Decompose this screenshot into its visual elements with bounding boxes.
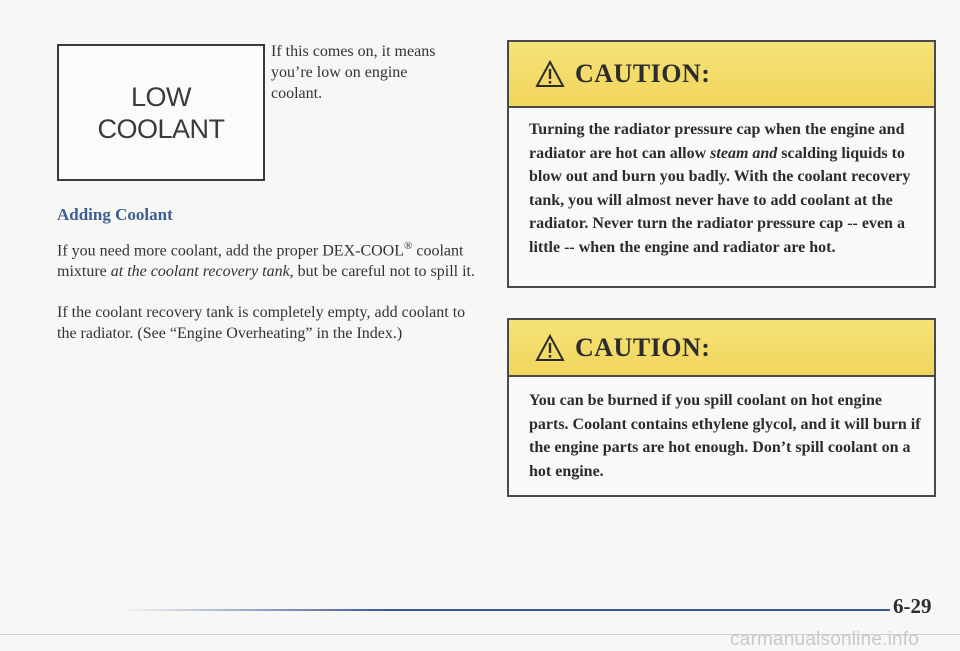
caution-header	[509, 42, 934, 108]
caution-title: CAUTION:	[575, 332, 711, 362]
paragraph-add-coolant	[57, 236, 477, 282]
caution-text: You can be burned if you spill coolant on hot engine parts. Coolant contains ethylene glycol, and it will burn if the engine parts are hot enough. Don’t spill coolant on a hot engine.	[529, 392, 921, 480]
low-coolant-indicator	[57, 44, 265, 181]
page-number: 6-29	[893, 594, 932, 618]
warning-triangle-icon	[535, 334, 565, 362]
caution1-text-b: scalding liquids to blow out and burn you badly. With the coolant recovery tank, you will almost never have to add coolant at the radiator. Never turn the radiator pressure cap -- even a little -- when the engine and radiator are hot.	[529, 144, 911, 256]
para1-text-a: If you need more coolant, add the proper DEX-COOL	[57, 242, 404, 260]
paragraph-empty-tank: If the coolant recovery tank is completely empty, add coolant to the radiator. (See “Engine Overheating” in the Index.)	[57, 304, 466, 342]
warning-triangle-icon	[535, 60, 565, 88]
indicator-note: If this comes on, it means you’re low on engine coolant.	[271, 43, 436, 102]
indicator-line-2: COOLANT	[97, 113, 225, 144]
watermark: carmanualsonline.info	[730, 629, 920, 650]
caution1-italic: steam and	[710, 144, 778, 162]
caution-box-spill	[507, 318, 936, 497]
caution-title: CAUTION:	[575, 59, 711, 88]
caution-box-radiator-cap	[507, 40, 936, 288]
caution-text	[509, 108, 934, 259]
para1-text-b: coolant mixture	[57, 242, 464, 281]
para1-italic: at the coolant recovery tank,	[110, 263, 294, 281]
section-heading: Adding Coolant	[57, 205, 173, 224]
indicator-line-1: LOW	[130, 81, 191, 112]
para1-text-c: but be careful not to spill it.	[293, 263, 475, 281]
footer-rule	[120, 609, 890, 611]
caution-header	[509, 320, 934, 377]
caution1-text-a: Turning the radiator pressure cap when the engine and radiator are hot can allow	[529, 121, 905, 162]
registered-mark: ®	[404, 240, 413, 252]
